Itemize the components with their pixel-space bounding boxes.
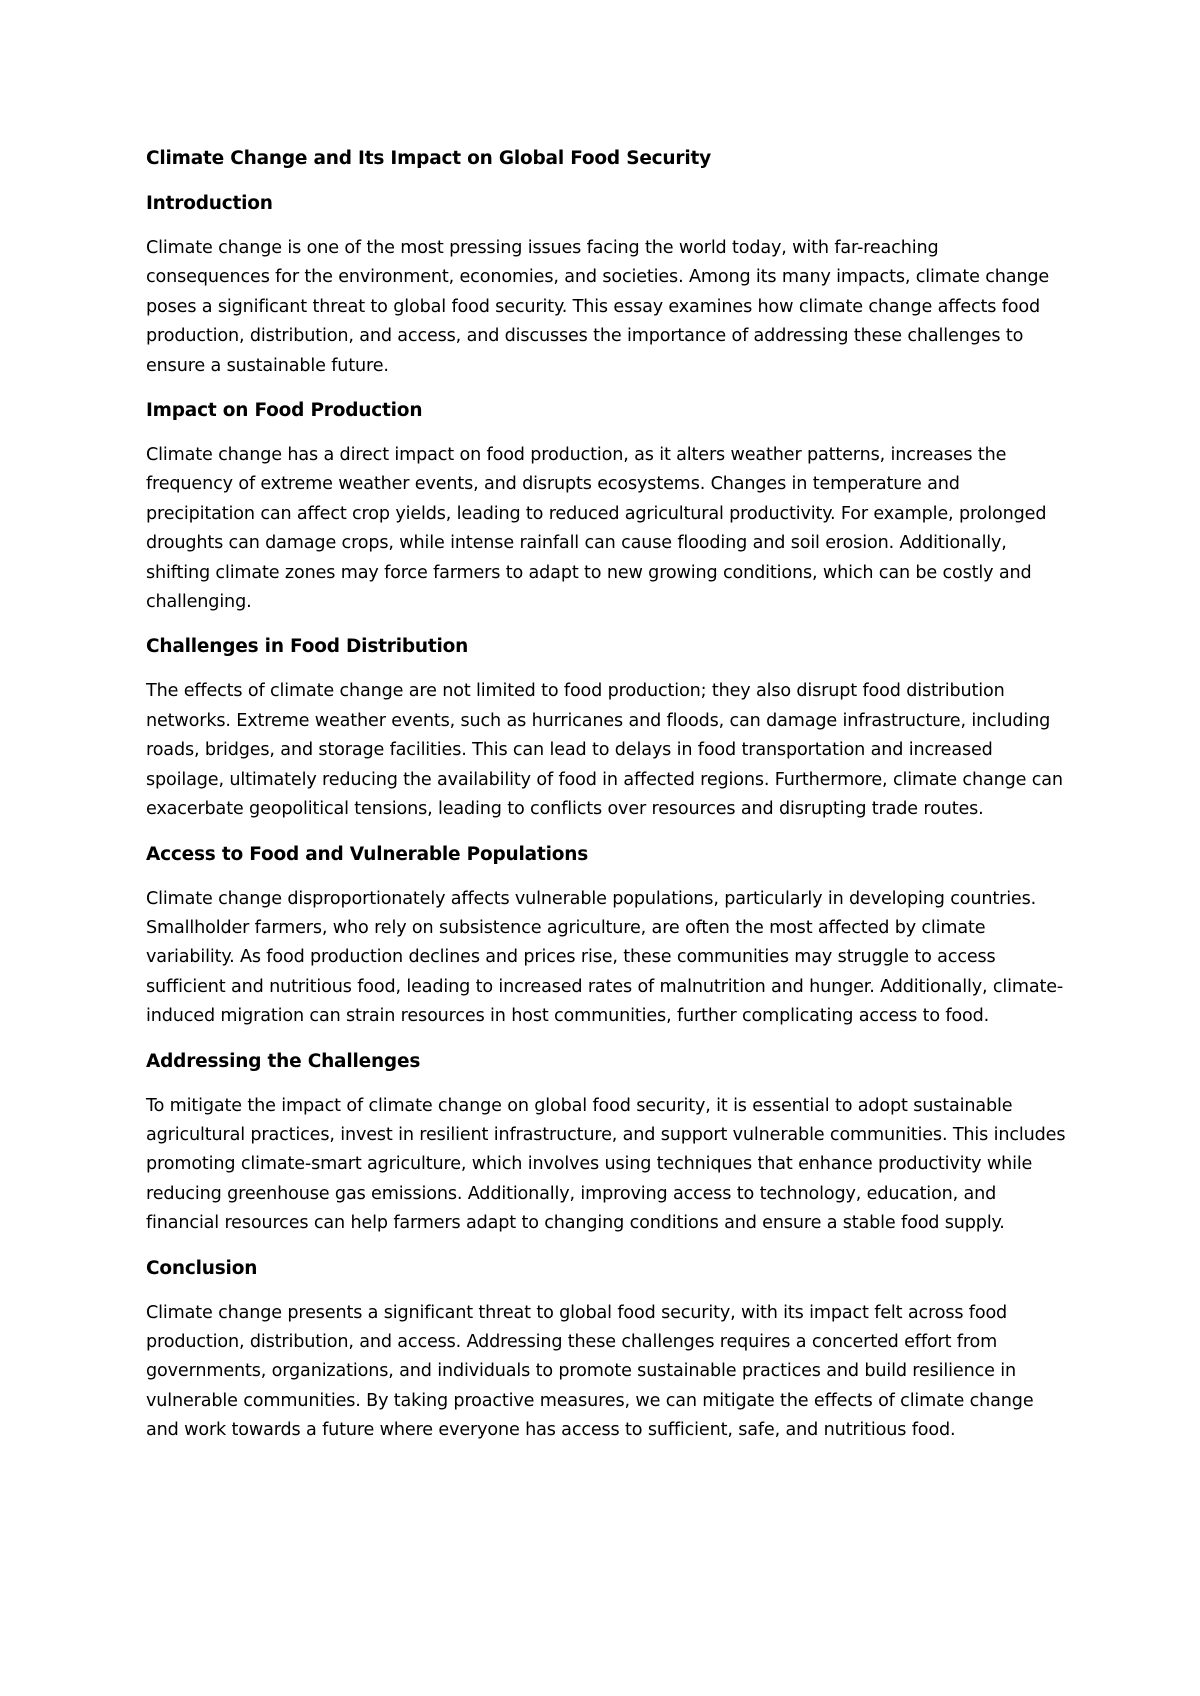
section-conclusion: [146, 1255, 1066, 1446]
section-heading: Challenges in Food Distribution: [146, 636, 469, 658]
section-access-to-food: [146, 841, 1066, 1032]
section-paragraph: Climate change is one of the most pressing issues facing the world today, with far-reaching consequences for the environment, economies, and societies. Among its many impacts, climate change poses a significant threat to global food security. This essay examines how climate change affects food production, distribution, and access, and discusses the importance of addressing these challenges to ensure a sustainable future.: [146, 238, 1050, 376]
document-page: [146, 145, 1066, 1462]
section-paragraph: The effects of climate change are not limited to food production; they also disrupt food distribution networks. Extreme weather events, such as hurricanes and floods, can damage infrastructure, including roads, bridges, and storage facilities. This can lead to delays in food transportation and increased spoilage, ultimately reducing the availability of food in affected regions. Furthermore, climate change can exacerbate geopolitical tensions, leading to conflicts over resources and disrupting trade routes.: [146, 681, 1063, 820]
section-impact-on-food-production: [146, 397, 1066, 617]
section-paragraph: To mitigate the impact of climate change on global food security, it is essential to adopt sustainable agricultural practices, invest in resilient infrastructure, and support vulnerable communities. This includes promoting climate-smart agriculture, which involves using techniques that enhance productivity while reducing greenhouse gas emissions. Additionally, improving access to technology, education, and financial resources can help farmers adapt to changing conditions and ensure a stable food supply.: [146, 1095, 1066, 1234]
section-addressing-the-challenges: [146, 1048, 1066, 1239]
section-heading: Access to Food and Vulnerable Populations: [146, 843, 589, 865]
section-heading: Conclusion: [146, 1257, 258, 1279]
document-title: Climate Change and Its Impact on Global Food Security: [146, 148, 711, 169]
section-paragraph: Climate change disproportionately affects vulnerable populations, particularly in developing countries. Smallholder farmers, who rely on subsistence agriculture, are often the most affected by climate variability. As food production declines and prices rise, these communities may struggle to access sufficient and nutritious food, leading to increased rates of malnutrition and hunger. Additionally, climate-induced migration can strain resources in host communities, further complicating access to food.: [146, 888, 1064, 1027]
section-paragraph: Climate change presents a significant threat to global food security, with its impact felt across food production, distribution, and access. Addressing these challenges requires a concerted effort from governments, organizations, and individuals to promote sustainable practices and build resilience in vulnerable communities. By taking proactive measures, we can mitigate the effects of climate change and work towards a future where everyone has access to sufficient, safe, and nutritious food.: [146, 1302, 1034, 1441]
section-heading: Addressing the Challenges: [146, 1050, 421, 1072]
section-heading: Impact on Food Production: [146, 400, 423, 422]
section-paragraph: Climate change has a direct impact on food production, as it alters weather patterns, increases the frequency of extreme weather events, and disrupts ecosystems. Changes in temperature and precipitation can affect crop yields, leading to reduced agricultural productivity. For example, prolonged droughts can damage crops, while intense rainfall can cause flooding and soil erosion. Additionally, shifting climate zones may force farmers to adapt to new growing conditions, which can be costly and challenging.: [146, 445, 1047, 613]
section-challenges-in-food-distribution: [146, 633, 1066, 824]
section-introduction: [146, 190, 1066, 381]
section-heading: Introduction: [146, 193, 273, 214]
